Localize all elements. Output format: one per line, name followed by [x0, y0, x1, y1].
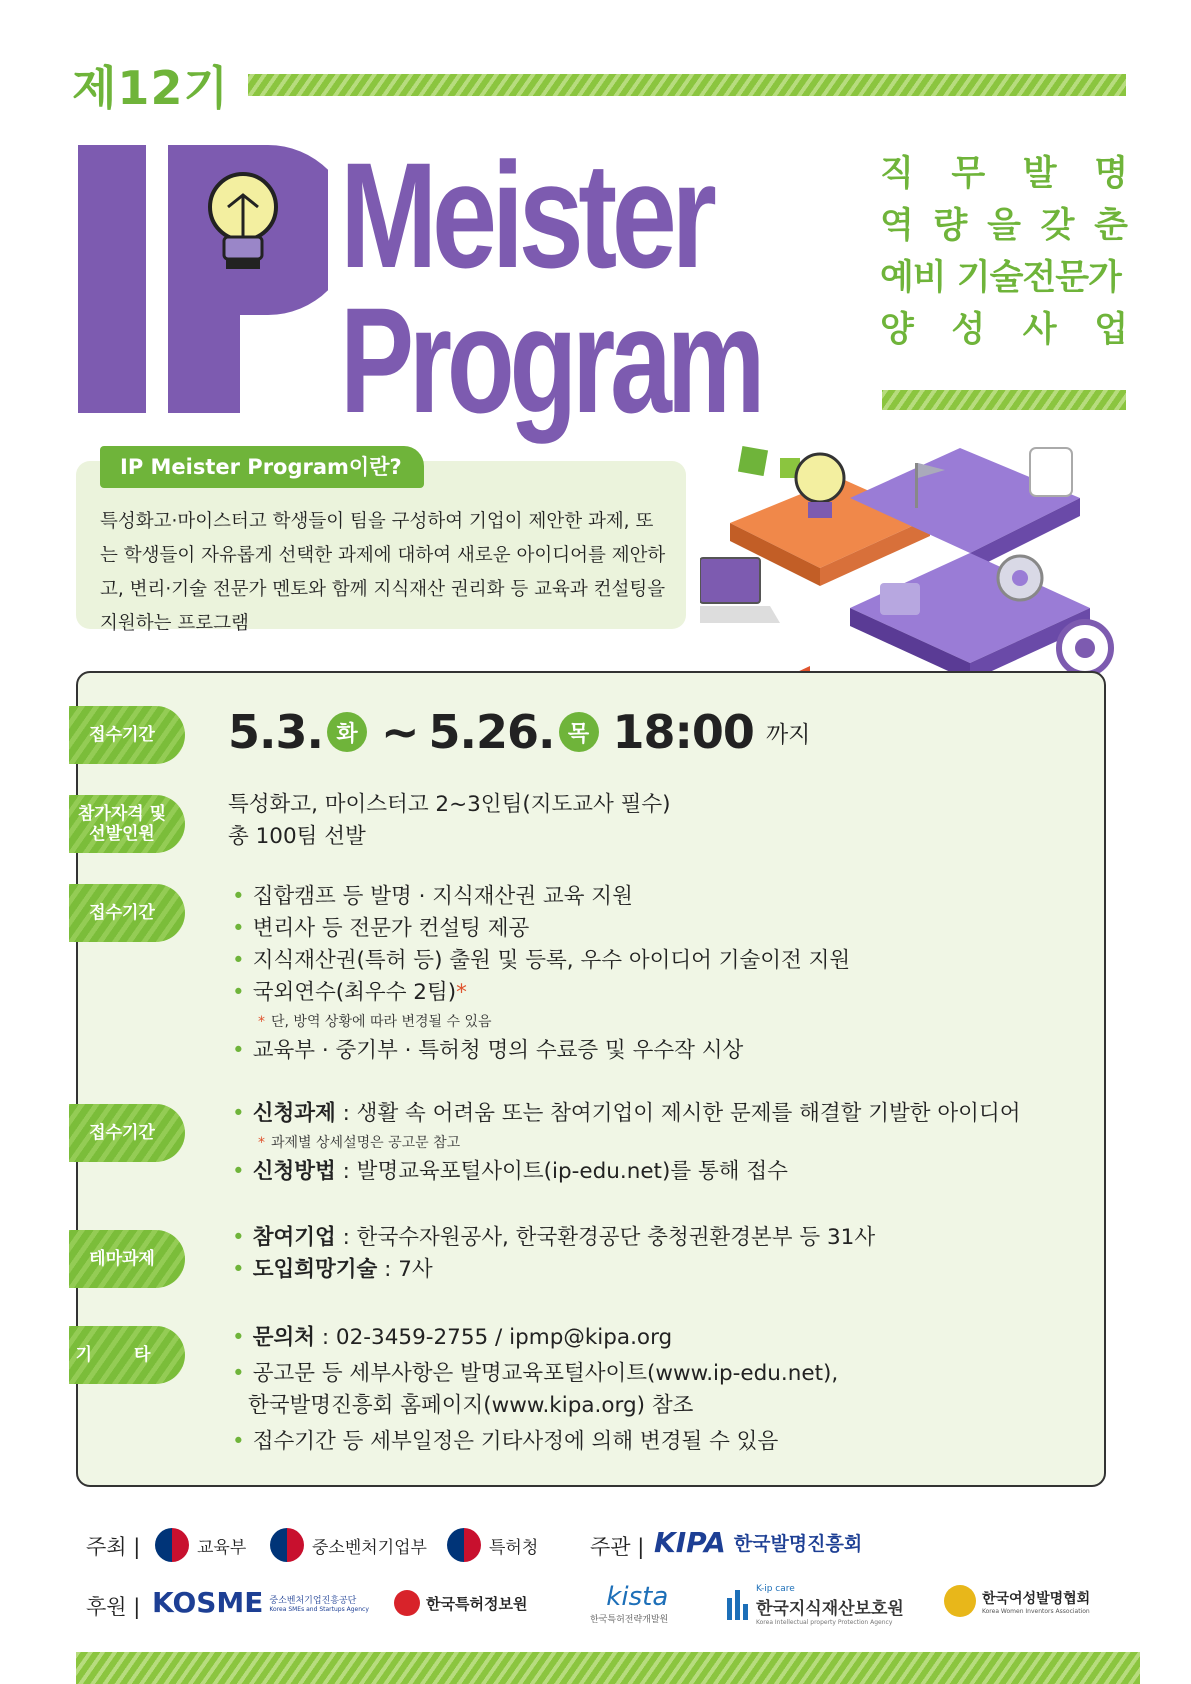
kipcare-bars-icon	[727, 1590, 748, 1620]
tagline-line-1: 직 무 발 명	[880, 154, 1128, 194]
label-etc: 기 타	[69, 1326, 185, 1384]
application-item-2-text: : 발명교육포털사이트(ip-edu.net)를 통해 접수	[335, 1159, 788, 1184]
support-item-2: • 변리사 등 전문가 컨설팅 제공	[232, 913, 850, 945]
theme-item-2	[232, 1254, 875, 1286]
date-separator: ~	[380, 705, 419, 759]
host-moe	[155, 1528, 246, 1562]
application-item-2-title: 신청방법	[252, 1159, 336, 1184]
etc-item-1-text: : 02-3459-2755 / ipmp@kipa.org	[315, 1325, 673, 1350]
title-meister: Meister	[340, 131, 712, 299]
application-note: * 과제별 상세설명은 공고문 참고	[258, 1130, 1021, 1156]
kipcare-en: Korea Intellectual property Protection Agency	[756, 1619, 893, 1626]
label-theme: 테마과제	[69, 1230, 185, 1288]
etc-list	[232, 1322, 838, 1458]
etc-item-1-title: 문의처	[252, 1325, 315, 1350]
kipcare-small: K-ip care	[756, 1584, 795, 1594]
lightbulb-icon	[796, 454, 844, 502]
support-item-4-text: 국외연수(최우수 2팀)	[252, 980, 457, 1005]
application-item-1	[232, 1098, 1021, 1130]
kista-sub: 한국특허전략개발원	[590, 1615, 669, 1625]
title-program: Program	[340, 276, 761, 444]
ip-logo-graphic	[78, 145, 328, 413]
kipa-name: 한국발명진흥회	[733, 1533, 863, 1555]
start-day-badge: 화	[327, 712, 367, 752]
support-item-3: • 지식재산권(특허 등) 출원 및 등록, 우수 아이디어 기술이전 지원	[232, 945, 850, 977]
support-item-4-star: *	[456, 980, 467, 1005]
tagline-line-3: 예비 기술전문가	[880, 258, 1121, 298]
host-moe-name: 교육부	[197, 1537, 247, 1558]
label-support: 접수기간	[69, 884, 185, 942]
kwia-name: 한국여성발명협회	[982, 1590, 1091, 1607]
intro-tag: IP Meister Program이란?	[100, 446, 424, 488]
kosme-sub: 중소벤처기업진흥공단	[269, 1595, 357, 1606]
theme-list	[232, 1222, 875, 1286]
end-date: 5.26.	[428, 705, 555, 759]
host-kipo	[447, 1528, 538, 1562]
kipi-logo-icon	[394, 1590, 420, 1616]
etc-item-3: • 접수기간 등 세부일정은 기타사정에 의해 변경될 수 있음	[232, 1426, 838, 1458]
application-item-1-text: : 생활 속 어려움 또는 참여기업이 제시한 문제를 해결할 기발한 아이디어	[335, 1101, 1021, 1126]
top-stripe-divider	[248, 74, 1126, 96]
application-list	[232, 1098, 1021, 1188]
etc-item-1	[232, 1322, 838, 1354]
etc-item-2: • 공고문 등 세부사항은 발명교육포털사이트(www.ip-edu.net),	[232, 1358, 838, 1390]
government-emblem-icon	[270, 1528, 304, 1562]
letter-i	[78, 145, 146, 413]
tagline-line-4: 양 성 사 업	[880, 310, 1128, 350]
green-cube-icon	[738, 446, 768, 476]
theme-item-1-text: : 한국수자원공사, 한국환경공단 충청권환경본부 등 31사	[335, 1225, 876, 1250]
sponsor-kipcare	[727, 1584, 904, 1626]
host-mss-name: 중소벤처기업부	[312, 1537, 427, 1558]
eligibility-line-2: 총 100팀 선발	[228, 824, 366, 849]
edition-label: 제12기	[72, 61, 229, 115]
application-item-1-title: 신청과제	[252, 1101, 336, 1126]
sponsor-kista	[590, 1582, 668, 1625]
end-day-badge: 목	[559, 712, 599, 752]
sponsor-kipi	[394, 1590, 527, 1616]
kwia-logo-icon	[944, 1585, 976, 1617]
sponsor-kwia	[944, 1585, 1090, 1617]
kista-logo: kista	[606, 1582, 669, 1612]
label-eligibility: 참가자격 및 선발인원	[69, 795, 185, 853]
support-org-label: 후원 |	[86, 1595, 141, 1619]
end-time: 18:00	[612, 705, 754, 759]
label-period: 접수기간	[69, 706, 185, 764]
start-date: 5.3.	[228, 705, 323, 759]
tagline-block	[880, 148, 1128, 356]
period-dates	[228, 705, 810, 759]
organizer-label: 주관 |	[590, 1535, 645, 1559]
organizer-kipa	[654, 1526, 862, 1559]
bottom-stripe-divider	[76, 1652, 1140, 1684]
tagline-line-2: 역 량 을 갖 춘	[880, 206, 1128, 246]
kosme-en: Korea SMEs and Startups Agency	[269, 1605, 369, 1613]
etc-item-2-cont: 한국발명진흥회 홈페이지(www.kipa.org) 참조	[248, 1393, 694, 1418]
date-suffix: 까지	[765, 721, 811, 748]
theme-item-1-title: 참여기업	[252, 1225, 336, 1250]
kipa-logo: KIPA	[654, 1526, 726, 1559]
coffee-cup-icon	[1030, 448, 1072, 496]
intro-text: 특성화고·마이스터고 학생들이 팀을 구성하여 기업이 제안한 과제, 또는 학생들이 자유롭게 선택한 과제에 대하여 새로운 아이디어를 제안하고, 변리·기술 전문가 멘토와 함께 지식재산 권리화 등 교육과 컨설팅을 지원하는 프로그램	[100, 511, 666, 634]
kosme-logo: KOSME	[152, 1586, 264, 1619]
host-kipo-name: 특허청	[489, 1537, 539, 1558]
support-list	[232, 881, 850, 1067]
government-emblem-icon	[447, 1528, 481, 1562]
support-note: * 단, 방역 상황에 따라 변경될 수 있음	[258, 1009, 850, 1035]
theme-item-2-title: 도입희망기술	[252, 1257, 378, 1282]
support-item-1: • 집합캠프 등 발명 · 지식재산권 교육 지원	[232, 881, 850, 913]
kipcare-name: 한국지식재산보호원	[756, 1599, 904, 1619]
chat-bubble-icon	[880, 583, 920, 615]
eligibility-text	[228, 789, 671, 853]
host-label: 주최 |	[86, 1535, 141, 1559]
support-item-5: • 교육부 · 중기부 · 특허청 명의 수료증 및 우수작 시상	[232, 1035, 850, 1067]
kwia-en: Korea Women Inventors Association	[982, 1607, 1090, 1615]
label-application: 접수기간	[69, 1104, 185, 1162]
tagline-stripe	[882, 390, 1126, 410]
kipi-name: 한국특허정보원	[426, 1594, 528, 1613]
flag-icon	[915, 463, 918, 508]
laptop-icon	[700, 558, 760, 603]
theme-item-2-text: : 7사	[377, 1257, 433, 1282]
sponsor-kosme	[152, 1586, 369, 1619]
theme-item-1	[232, 1222, 875, 1254]
eligibility-line-1: 특성화고, 마이스터고 2~3인팀(지도교사 필수)	[228, 792, 671, 817]
support-item-4	[232, 977, 850, 1009]
host-mss	[270, 1528, 427, 1562]
application-item-2	[232, 1156, 1021, 1188]
government-emblem-icon	[155, 1528, 189, 1562]
